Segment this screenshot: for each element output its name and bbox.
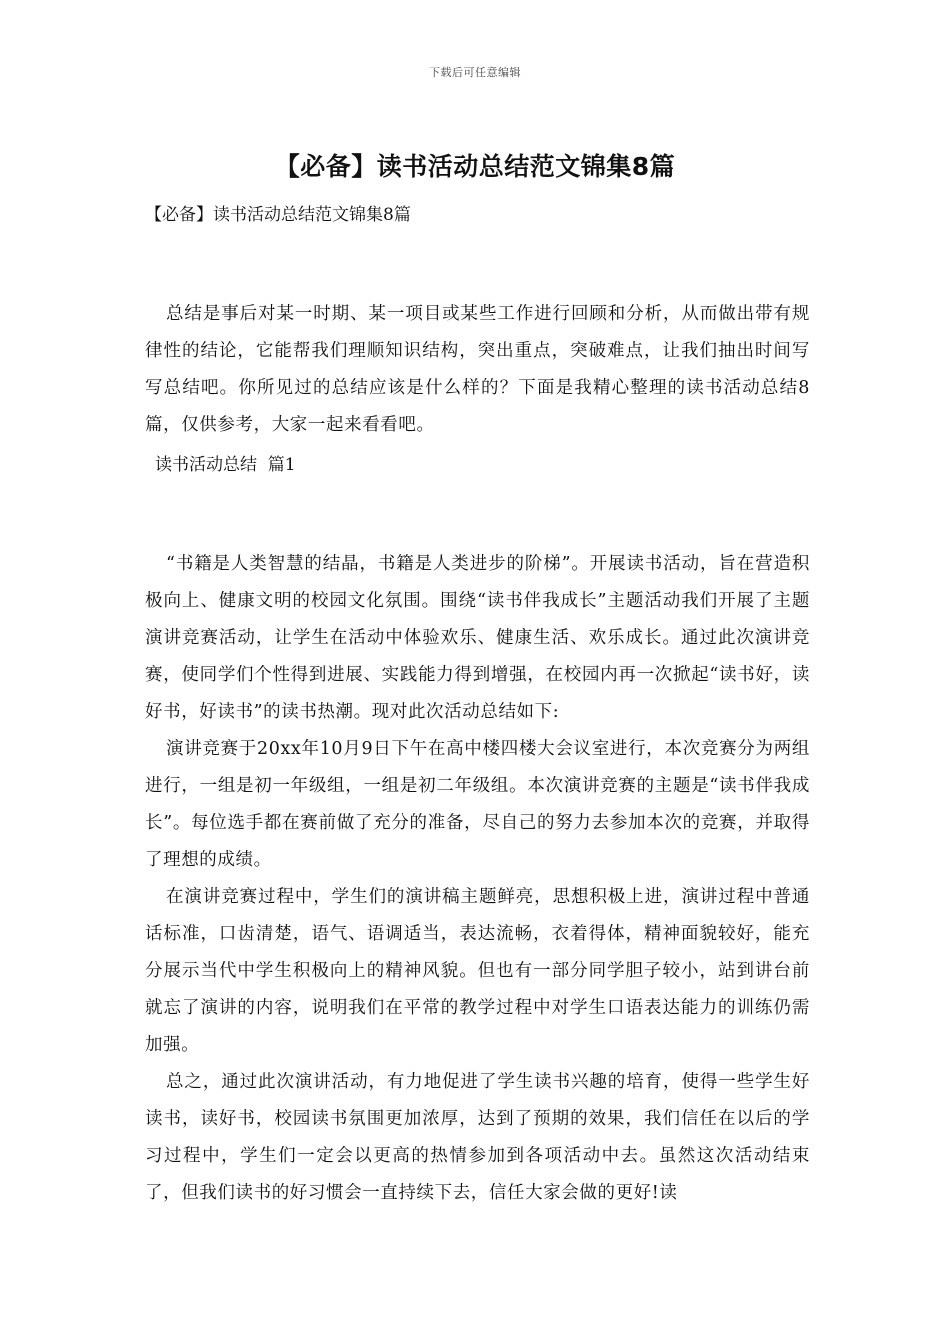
intro-block	[145, 296, 810, 444]
header-note: 下载后可任意编辑	[429, 66, 521, 79]
section-body	[145, 546, 810, 1212]
body-paragraph-1: “书籍是人类智慧的结晶，书籍是人类进步的阶梯”。开展读书活动，旨在营造积极向上、健康文明的校园文化氛围。围绕“读书伴我成长”主题活动我们开展了主题演讲竞赛活动，让学生在活动中体验欢乐、健康生活、欢乐成长。通过此次演讲竞赛，使同学们个性得到进展、实践能力得到增强，在校园内再一次掀起“读书好，读好书，好读书”的读书热潮。现对此次活动总结如下:	[145, 554, 810, 722]
section-heading: 读书活动总结 篇1	[155, 455, 296, 475]
body-paragraph-4: 总之，通过此次演讲活动，有力地促进了学生读书兴趣的培育，使得一些学生好读书，读好书，校园读书氛围更加浓厚，达到了预期的效果，我们信任在以后的学习过程中，学生们一定会以更高的热情参加到各项活动中去。虽然这次活动结束了，但我们读书的好习惯会一直持续下去，信任大家会做的更好!读	[145, 1072, 810, 1203]
body-paragraph-3: 在演讲竞赛过程中，学生们的演讲稿主题鲜亮，思想积极上进，演讲过程中普通话标准，口齿清楚，语气、语调适当，表达流畅，衣着得体，精神面貌较好，能充分展示当代中学生积极向上的精神风貌。但也有一部分同学胆子较小，站到讲台前就忘了演讲的内容，说明我们在平常的教学过程中对学生口语表达能力的训练仍需加强。	[145, 887, 810, 1055]
document-title: 【必备】读书活动总结范文锦集8篇	[274, 152, 676, 181]
intro-paragraph: 总结是事后对某一时期、某一项目或某些工作进行回顾和分析，从而做出带有规律性的结论，它能帮我们理顺知识结构，突出重点，突破难点，让我们抽出时间写写总结吧。你所见过的总结应该是什么样的？下面是我精心整理的读书活动总结8篇，仅供参考，大家一起来看看吧。	[145, 304, 810, 435]
body-paragraph-2: 演讲竞赛于20xx年10月9日下午在高中楼四楼大会议室进行，本次竞赛分为两组进行，一组是初一年级组，一组是初二年级组。本次演讲竞赛的主题是“读书伴我成长”。每位选手都在赛前做了充分的准备，尽自己的努力去参加本次的竞赛，并取得了理想的成绩。	[145, 739, 810, 870]
document-subtitle: 【必备】读书活动总结范文锦集8篇	[145, 205, 411, 225]
